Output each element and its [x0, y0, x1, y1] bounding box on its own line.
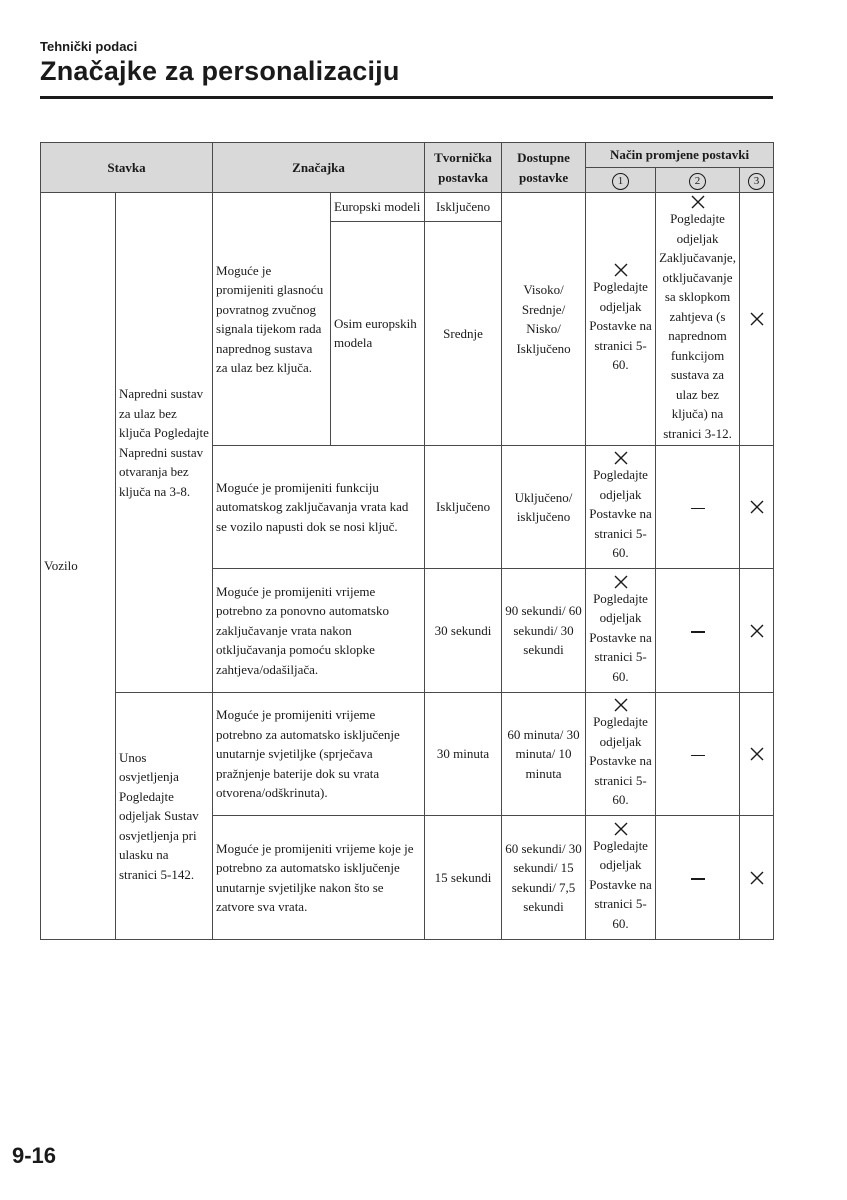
- sub-feature-cell: Osim europskih modela: [331, 221, 425, 445]
- feature-cell: Moguće je promijeniti vrijeme potrebno za ponovno automatsko zaključavanje vrata nakon otključavanja pomoću sklopke zahtjeva/odašiljača.: [213, 569, 425, 693]
- method-1-text: Pogledajte odjeljak Postavke na stranici 5-60.: [589, 279, 652, 373]
- cross-icon: [750, 871, 764, 885]
- cross-icon: [750, 747, 764, 761]
- cross-icon: [614, 575, 628, 589]
- header-stavka: Stavka: [41, 143, 213, 193]
- table-header-row: [41, 143, 774, 168]
- method-1-cell: [586, 569, 656, 693]
- method-1-cell: [586, 693, 656, 816]
- options-cell: 60 minuta/ 30 minuta/ 10 minuta: [502, 693, 586, 816]
- method-1-cell: [586, 816, 656, 940]
- header-znacajka: Značajka: [213, 143, 425, 193]
- default-cell: 30 sekundi: [425, 569, 502, 693]
- category-cell: Vozilo: [41, 193, 116, 940]
- method-1-text: Pogledajte odjeljak Postavke na stranici 5-60.: [589, 837, 652, 931]
- feature-cell: Moguće je promijeniti vrijeme potrebno za automatsko isključenje unutarnje svjetiljke (sprječava pražnjenje baterije dok su vrata otvorena/odškrinuta).: [213, 693, 425, 816]
- options-cell: Visoko/ Srednje/ Nisko/ Isključeno: [502, 193, 586, 446]
- header-dostupne: Dostupne postavke: [502, 143, 586, 193]
- cross-icon: [750, 312, 764, 326]
- header-method-3: [740, 168, 774, 193]
- circled-number-2: 2: [689, 173, 706, 190]
- method-3-cell: [740, 816, 774, 940]
- cross-icon: [614, 822, 628, 836]
- cross-icon: [614, 451, 628, 465]
- method-1-text: Pogledajte odjeljak Postavke na stranici 5-60.: [589, 590, 652, 684]
- group-cell-lighting: Unos osvjetljenja Pogledajte odjeljak Sustav osvjetljenja pri ulasku na stranici 5-142.: [116, 693, 213, 940]
- method-1-text: Pogledajte odjeljak Postavke na stranici 5-60.: [589, 467, 652, 561]
- header-method-1: [586, 168, 656, 193]
- method-3-cell: [740, 693, 774, 816]
- dash-icon: [691, 631, 705, 633]
- group-cell-keyless: Napredni sustav za ulaz bez ključa Pogledajte Napredni sustav otvaranja bez ključa na 3-8.: [116, 193, 213, 693]
- cross-icon: [614, 698, 628, 712]
- feature-cell: Moguće je promijeniti funkciju automatskog zaključavanja vrata kad se vozilo napusti dok se nosi ključ.: [213, 446, 425, 569]
- method-2-cell: [656, 816, 740, 940]
- personalization-table: [40, 142, 774, 940]
- cross-icon: [614, 263, 628, 277]
- options-cell: 90 sekundi/ 60 sekundi/ 30 sekundi: [502, 569, 586, 693]
- default-cell: 30 minuta: [425, 693, 502, 816]
- method-1-text: Pogledajte odjeljak Postavke na stranici 5-60.: [589, 714, 652, 808]
- table-row: [41, 693, 774, 816]
- cross-icon: [750, 500, 764, 514]
- default-cell: Srednje: [425, 221, 502, 445]
- sub-feature-cell: Europski modeli: [331, 193, 425, 222]
- feature-cell: Moguće je promijeniti glasnoću povratnog zvučnog signala tijekom rada naprednog sustava za ulaz bez ključa.: [213, 193, 331, 446]
- section-label: Tehnički podaci: [40, 39, 138, 54]
- header-tvornicka: Tvornička postavka: [425, 143, 502, 193]
- options-cell: Uključeno/ isključeno: [502, 446, 586, 569]
- page-title: Značajke za personalizaciju: [40, 56, 400, 86]
- circled-number-1: 1: [612, 173, 629, 190]
- method-2-text: Pogledajte odjeljak Zaključavanje, otključavanje sa sklopkom zahtjeva (s naprednom funkcijom sustava za ulaz bez ključa) na stranici 3-12.: [659, 211, 736, 441]
- method-1-cell: [586, 193, 656, 446]
- title-rule: [40, 96, 773, 99]
- dash-icon: [691, 878, 705, 880]
- feature-cell: Moguće je promijeniti vrijeme koje je potrebno za automatsko isključenje unutarnje svjetiljke nakon što se zatvore sva vrata.: [213, 816, 425, 940]
- default-cell: 15 sekundi: [425, 816, 502, 940]
- header-nacin: Način promjene postavki: [586, 143, 774, 168]
- dash-icon: [691, 508, 705, 510]
- default-cell: Isključeno: [425, 446, 502, 569]
- method-3-cell: [740, 569, 774, 693]
- method-2-cell: [656, 193, 740, 446]
- options-cell: 60 sekundi/ 30 sekundi/ 15 sekundi/ 7,5 sekundi: [502, 816, 586, 940]
- cross-icon: [691, 195, 705, 209]
- page-number: 9-16: [12, 1143, 57, 1168]
- method-3-cell: [740, 193, 774, 446]
- method-2-cell: [656, 446, 740, 569]
- method-2-cell: [656, 569, 740, 693]
- method-1-cell: [586, 446, 656, 569]
- cross-icon: [750, 624, 764, 638]
- method-3-cell: [740, 446, 774, 569]
- circled-number-3: 3: [748, 173, 765, 190]
- table-row: [41, 193, 774, 222]
- default-cell: Isključeno: [425, 193, 502, 222]
- dash-icon: [691, 755, 705, 757]
- method-2-cell: [656, 693, 740, 816]
- header-method-2: [656, 168, 740, 193]
